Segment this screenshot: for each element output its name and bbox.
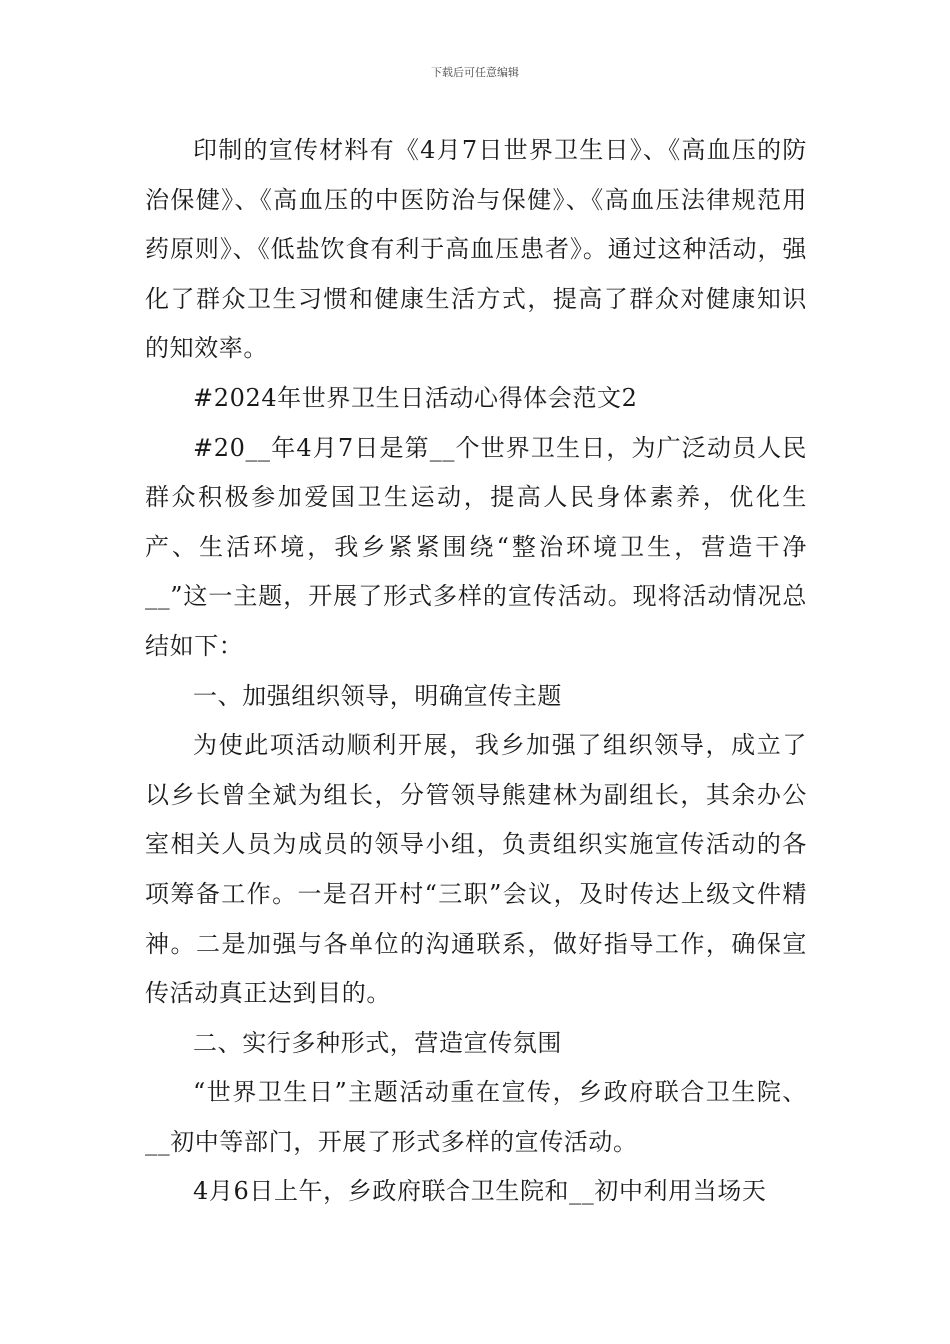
- paragraph-materials: 印制的宣传材料有《4月7日世界卫生日》、《高血压的防治保健》、《高血压的中医防治与保健》、《高血压法律规范用药原则》、《低盐饮食有利于高血压患者》。通过这种活动，强化了群众卫生习惯和健康生活方式，提高了群众对健康知识的知效率。: [145, 136, 807, 363]
- section-title-sample-2: #2024年世界卫生日活动心得体会范文2: [193, 383, 638, 412]
- paragraph-organization: 为使此项活动顺利开展，我乡加强了组织领导，成立了以乡长曾全斌为组长，分管领导熊建林为副组长，其余办公室相关人员为成员的领导小组，负责组织实施宣传活动的各项筹备工作。一是召开村“三职”会议，及时传达上级文件精神。二是加强与各单位的沟通联系，做好指导工作，确保宣传活动真正达到目的。: [145, 731, 807, 1008]
- paragraph-publicity: “世界卫生日”主题活动重在宣传，乡政府联合卫生院、__初中等部门，开展了形式多样的宣传活动。: [145, 1078, 807, 1156]
- document-body: [145, 126, 807, 1217]
- heading-section-2: 二、实行多种形式，营造宣传氛围: [193, 1028, 562, 1057]
- page-header: 下载后可任意编辑: [431, 66, 519, 79]
- paragraph-intro: #20__年4月7日是第__个世界卫生日，为广泛动员人民群众积极参加爱国卫生运动，提高人民身体素养，优化生产、生活环境，我乡紧紧围绕“整治环境卫生，营造干净__”这一主题，开展了形式多样的宣传活动。现将活动情况总结如下：: [145, 433, 807, 660]
- heading-section-1: 一、加强组织领导，明确宣传主题: [193, 681, 562, 710]
- paragraph-april-6: 4月6日上午，乡政府联合卫生院和__初中利用当场天: [193, 1177, 767, 1206]
